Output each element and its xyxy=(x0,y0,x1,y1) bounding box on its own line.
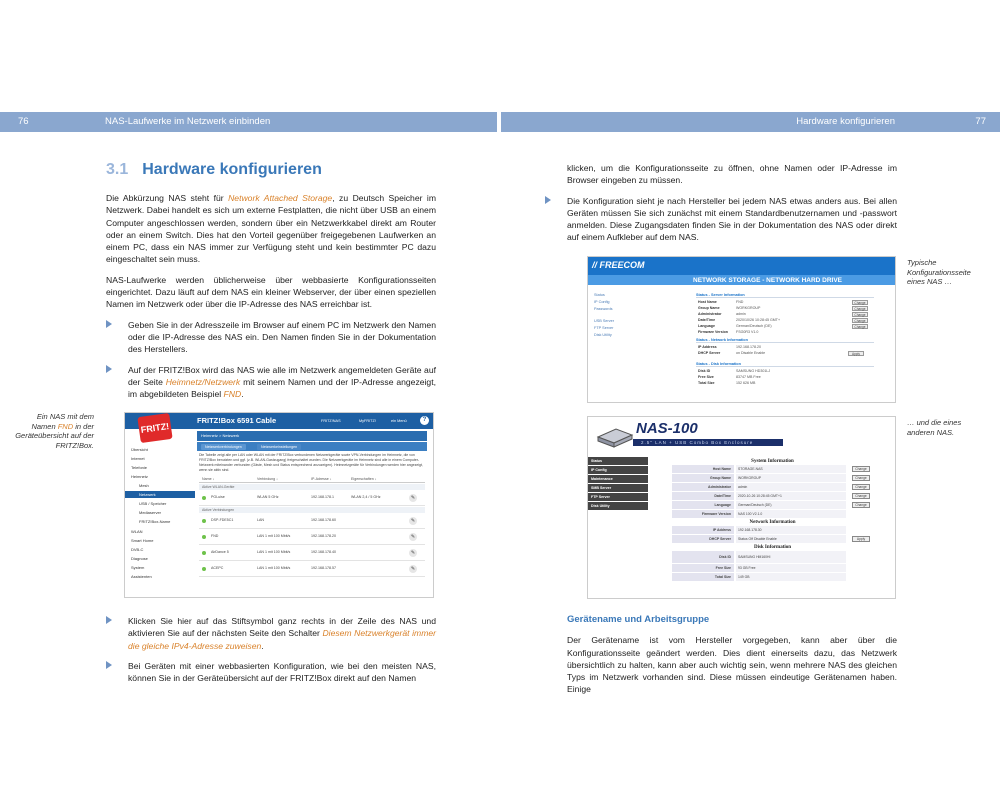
sidebar-item[interactable]: USB Server xyxy=(594,319,615,323)
left-page-body xyxy=(106,160,436,408)
sidebar-item[interactable]: FRITZ!Box-Name xyxy=(139,519,171,524)
device-name[interactable]: PGLuise xyxy=(211,495,225,499)
device-name[interactable]: ACEPC xyxy=(211,566,224,570)
left-page-number: 76 xyxy=(18,116,29,127)
change-button[interactable]: Change xyxy=(852,466,870,472)
ip-address: 192.168.178.60 xyxy=(311,518,336,522)
change-button[interactable]: Change xyxy=(852,324,868,329)
section-title: Status - Disk Information xyxy=(696,362,874,367)
info-row: Total Size 152 626 MB xyxy=(698,381,756,385)
section-title: Status - Server Information xyxy=(696,293,874,298)
status-dot-icon xyxy=(202,551,206,555)
table-row[interactable] xyxy=(199,529,425,545)
column-header[interactable]: Verbindung ↓ xyxy=(257,477,278,481)
info-row: IP Address 192.168.178.20 xyxy=(698,345,761,349)
info-row: Administrator admin Change xyxy=(696,312,874,318)
table-row[interactable] xyxy=(199,490,425,506)
connection: LAN xyxy=(257,518,264,522)
info-row: Firmware Version NAS 100 V2.1.0 xyxy=(650,510,895,518)
column-header[interactable]: Eigenschaften ↓ xyxy=(351,477,377,481)
column-header[interactable]: Name ↓ xyxy=(202,477,215,481)
status-dot-icon xyxy=(202,496,206,500)
section-title: System Information xyxy=(751,459,794,464)
section-title: Network Information xyxy=(749,520,796,525)
sidebar-item[interactable]: Passwords xyxy=(594,307,613,311)
sidebar-item[interactable]: WLAN xyxy=(131,529,143,534)
info-row: Date/Time 2020-10-26 10:28:45 GMT+1 Change xyxy=(650,492,895,500)
fritz-title: FRITZ!Box 6591 Cable xyxy=(197,416,277,425)
paragraph: klicken, um die Konfigurationsseite zu öffnen, ohne Namen oder IP-Adresse im Browser eingeben zu müssen. xyxy=(567,163,897,186)
table-row[interactable] xyxy=(199,545,425,561)
pencil-icon[interactable]: ✎ xyxy=(410,495,416,501)
sidebar-item[interactable]: FTP Server xyxy=(588,493,648,502)
pencil-icon[interactable]: ✎ xyxy=(410,566,416,572)
properties: WLAN 2,4 / 5 GHz xyxy=(351,495,381,499)
nas100-header xyxy=(588,417,895,457)
info-row: Total Size 149 GB xyxy=(650,573,895,581)
sidebar-item[interactable]: IP Config xyxy=(588,466,648,475)
help-icon[interactable]: ? xyxy=(420,416,429,425)
info-row: Date/Time 2020/10/26 10:28:45 GMT+ Change xyxy=(696,318,874,324)
device-name[interactable]: DSP-FDE5C1 xyxy=(211,518,234,522)
tab-network-settings[interactable]: Netzwerkeinstellungen xyxy=(257,444,301,450)
left-header-bar xyxy=(0,112,497,132)
apply-button[interactable]: Apply xyxy=(852,536,870,542)
nas100-logo: NAS-100 xyxy=(636,420,698,437)
table-header xyxy=(199,476,425,483)
sidebar-item[interactable]: Assistenten xyxy=(131,574,152,579)
info-row: Free Size 83747 MB Free xyxy=(698,375,761,379)
info-row: DHCP Server on Disable Enable Apply xyxy=(696,351,874,360)
bullet-item: Die Konfiguration sieht je nach Hersteller bei jedem NAS etwas anders aus. Bei allen Geräten müssen Sie sich zunächst mit einem Standardbenutzernamen und -passwort anmelden. Diese Zugangsdaten finden Sie in der Dokumentation des NAS oder direkt auf einem Aufkleber auf dem NAS. xyxy=(545,195,897,244)
sidebar-item[interactable]: Diagnose xyxy=(131,556,148,561)
group-label: Aktive Verbindungen xyxy=(199,507,425,513)
sidebar-item[interactable]: SMB Server xyxy=(588,484,648,493)
status-dot-icon xyxy=(202,567,206,571)
sidebar-item[interactable]: Status xyxy=(588,457,648,466)
bullet-triangle-icon xyxy=(106,320,112,328)
info-row: DHCP Server Status Off Disable Enable Apply xyxy=(650,535,895,543)
info-row: Disk ID SAMSUNG HM160HI xyxy=(650,551,895,563)
nas100-screenshot xyxy=(587,416,896,599)
change-button[interactable]: Change xyxy=(852,312,868,317)
sidebar-item[interactable]: Status xyxy=(594,293,605,297)
sidebar-item[interactable]: Disk Utility xyxy=(588,502,648,511)
fritz-breadcrumb: Heimnetz > Netzwerk xyxy=(197,431,427,441)
ip-address: 192.168.178.57 xyxy=(311,566,336,570)
fritz-nav-item[interactable]: ein Menü xyxy=(391,419,407,423)
connection: LAN 1 mit 100 Mbit/s xyxy=(257,550,291,554)
change-button[interactable]: Change xyxy=(852,484,870,490)
bullet-item: Auf der FRITZ!Box wird das NAS wie alle im Netzwerk angemeldeten Geräte auf der Seite Heimnetz/Netzwerk mit seinem Namen und der IP-Adresse angezeigt, im abgebildeten Beispiel FND. xyxy=(106,364,436,401)
device-name[interactable]: FND xyxy=(211,534,219,538)
paragraph: Der Gerätename ist vom Hersteller vorgegeben, kann aber über die Konfigurationsseite geändert werden. Dies dient einerseits dazu, das Netzwerk übersichtlich zu halten, kann aber auch wichtig sein, wenn mehrere NAS des gleichen Typs im Netzwerk vorhanden sind. Diese müssen eindeutige Gerätenamen haben. Einige xyxy=(567,635,897,695)
info-row: Host Name STORAGE-NAS Change xyxy=(650,465,895,473)
left-page-body-lower xyxy=(106,615,436,692)
sidebar-item[interactable]: IP Config xyxy=(594,300,610,304)
ip-address: 192.168.178.1 xyxy=(311,495,334,499)
sidebar-item[interactable]: Disk Utility xyxy=(594,333,612,337)
pencil-icon[interactable]: ✎ xyxy=(410,518,416,524)
change-button[interactable]: Change xyxy=(852,300,868,305)
info-row: Administrator admin Change xyxy=(650,483,895,491)
pencil-icon[interactable]: ✎ xyxy=(410,550,416,556)
paragraph: Die Abkürzung NAS steht für Network Attached Storage, zu Deutsch Speicher im Netzwerk. Dabei handelt es sich um externe Festplatten, die nicht über USB an einem Computer angeschlossen werden, sondern über ein Netzwerkkabel direkt am Router oder an einem Switch. Dies hat den Vorteil gegenüber freigegebenen Laufwerken an einem PC, dass ein NAS immer zur Verfügung steht und kein bestimmter PC dazu eingeschaltet sein muss. xyxy=(106,193,436,265)
fritz-logo: FRITZ! xyxy=(137,413,172,443)
connection: LAN 1 mit 100 Mbit/s xyxy=(257,534,291,538)
info-row: Firmware Version FSG0R3 V1.0 xyxy=(698,330,759,334)
status-dot-icon xyxy=(202,535,206,539)
info-row: Group Name WORKGROUP Change xyxy=(696,306,874,312)
section-heading: 3.1 Hardware konfigurieren xyxy=(106,161,322,178)
fritz-main xyxy=(199,453,425,597)
bullet-triangle-icon xyxy=(106,616,112,624)
sidebar-item[interactable]: Maintenance xyxy=(588,475,648,484)
subsection-heading: Gerätename und Arbeitsgruppe xyxy=(567,614,710,625)
connection: WLAN 5 GHz xyxy=(257,495,279,499)
info-row: IP Address 192.168.178.30 xyxy=(650,526,895,534)
freecom-logo: // FREECOM xyxy=(592,260,645,270)
figure-caption-fritz: Ein NAS mit dem Namen FND in der Geräteübersicht auf der FRITZ!Box. xyxy=(15,412,94,450)
connection: LAN 1 mit 100 Mbit/s xyxy=(257,566,291,570)
info-row: Language German/Deutsch (DE) Change xyxy=(650,501,895,509)
sidebar-item[interactable]: Internet xyxy=(131,456,145,461)
info-row: Host Name FND Change xyxy=(696,300,874,306)
column-header[interactable]: IP-Adresse ↓ xyxy=(311,477,332,481)
freecom-sidebar xyxy=(594,293,674,340)
fritz-tabs xyxy=(197,442,427,451)
right-page-body-lower xyxy=(567,614,897,704)
sidebar-item[interactable]: Heimnetz xyxy=(131,474,148,479)
table-row[interactable] xyxy=(199,561,425,577)
bullet-item: Klicken Sie hier auf das Stiftsymbol ganz rechts in der Zeile des NAS und aktivieren Sie auf der nächsten Seite den Schalter Diesem Netzwerkgerät immer die gleiche IPv4-Adresse zuweisen. xyxy=(106,615,436,652)
bullet-item: Geben Sie in der Adresszeile im Browser auf einem PC im Netzwerk den Namen oder die IP-Adresse des NAS ein. Den Namen finden Sie in der Dokumentation des Herstellers. xyxy=(106,319,436,356)
info-row: Free Size 93 GB Free xyxy=(650,564,895,572)
fritzbox-screenshot xyxy=(124,412,434,598)
group-label: Aktive WLAN-Geräte xyxy=(199,484,425,490)
change-button[interactable]: Change xyxy=(852,475,870,481)
fritz-topbar xyxy=(125,413,433,429)
freecom-screenshot xyxy=(587,256,896,403)
sidebar-item[interactable]: Smart Home xyxy=(131,538,154,543)
right-header-bar xyxy=(501,112,1000,132)
section-title: Status - Network Information xyxy=(696,338,874,343)
sidebar-item[interactable]: System xyxy=(131,565,145,570)
fritz-description: Die Tabelle zeigt alle per LAN oder WLAN mit der FRITZ!Box verbundenen Netzwerkgeräte sowie VPN-Verbindungen im Heimnetz, die von FRITZ!Box benutzten und ggf. (z.B. WLAN-Gastzugang) freigeschaltet wurden. Die Netzwerkgeräte im Heimnetz sind alle in einem Computer-Netzwerk miteinander verbunden (Gäste, Mesh und Status entsprechend anzuzeigen). Heimnetzgeräte für Verbindungen werden hier angezeigt, wenn sie aktiv sind. xyxy=(199,453,423,472)
nas100-main xyxy=(650,457,895,598)
drive-icon xyxy=(594,423,634,449)
info-row: Group Name WORKGROUP Change xyxy=(650,474,895,482)
fritz-nav-item[interactable]: MyFRITZ! xyxy=(359,419,376,423)
ip-address: 192.168.178.20 xyxy=(311,534,336,538)
status-dot-icon xyxy=(202,519,206,523)
change-button[interactable]: Change xyxy=(852,318,868,323)
left-running-title: NAS-Laufwerke im Netzwerk einbinden xyxy=(105,116,271,127)
sidebar-item-active[interactable]: Netzwerk xyxy=(125,491,195,498)
bullet-triangle-icon xyxy=(106,365,112,373)
change-button[interactable]: Change xyxy=(852,502,870,508)
nas100-subtitle: 2.5" LAN + USB Combo Box Enclosure xyxy=(633,439,783,446)
nas100-sidebar xyxy=(588,457,648,598)
paragraph: NAS-Laufwerke werden üblicherweise über webbasierte Konfigurationsseiten eingerichtet. Dazu läuft auf dem NAS ein kleiner Webserver, der über einen speziellen Namen im Netzwerk oder über die IP-Adresse des NAS erreichbar ist. xyxy=(106,274,436,310)
sidebar-item[interactable]: Telefonie xyxy=(131,465,148,470)
freecom-main xyxy=(696,291,874,387)
tab-network-connections[interactable]: Netzwerkverbindungen xyxy=(201,444,246,450)
right-page-number: 77 xyxy=(975,116,986,127)
bullet-triangle-icon xyxy=(545,196,551,204)
pencil-icon[interactable]: ✎ xyxy=(410,534,416,540)
sidebar-item[interactable]: Mesh xyxy=(139,483,149,488)
sidebar-item[interactable]: DVB-C xyxy=(131,547,144,552)
figure-caption-freecom: Typische Konfigurationsseite eines NAS … xyxy=(907,258,971,286)
sidebar-item[interactable]: Übersicht xyxy=(131,447,148,452)
apply-button[interactable]: Apply xyxy=(848,351,864,356)
sidebar-item[interactable]: FTP Server xyxy=(594,326,614,330)
change-button[interactable]: Change xyxy=(852,493,870,499)
table-row[interactable] xyxy=(199,513,425,529)
change-button[interactable]: Change xyxy=(852,306,868,311)
bullet-item: Bei Geräten mit einer webbasierten Konfiguration, wie bei den meisten NAS, können Sie in der Geräteübersicht auf der FRITZ!Box direkt auf den Namen xyxy=(106,660,436,685)
section-title: Disk Information xyxy=(753,545,792,550)
right-running-title: Hardware konfigurieren xyxy=(796,116,895,127)
info-row: Language German/Deutsch (DE) Change xyxy=(696,324,874,330)
right-page-body xyxy=(567,162,897,252)
device-name[interactable]: AirDance 5 xyxy=(211,550,229,554)
bullet-triangle-icon xyxy=(106,661,112,669)
fritz-sidebar xyxy=(125,443,195,597)
sidebar-item[interactable]: USB / Speicher xyxy=(139,501,167,506)
fritz-nav-item[interactable]: FRITZ!NAS xyxy=(321,419,341,423)
info-row: Disk ID SAMSUNG HD301LJ xyxy=(698,369,771,373)
freecom-title: NETWORK STORAGE - NETWORK HARD DRIVE xyxy=(693,277,843,284)
sidebar-item[interactable]: Mediaserver xyxy=(139,510,162,515)
ip-address: 192.168.178.40 xyxy=(311,550,336,554)
figure-caption-nas100: … und die eines anderen NAS. xyxy=(907,418,962,437)
